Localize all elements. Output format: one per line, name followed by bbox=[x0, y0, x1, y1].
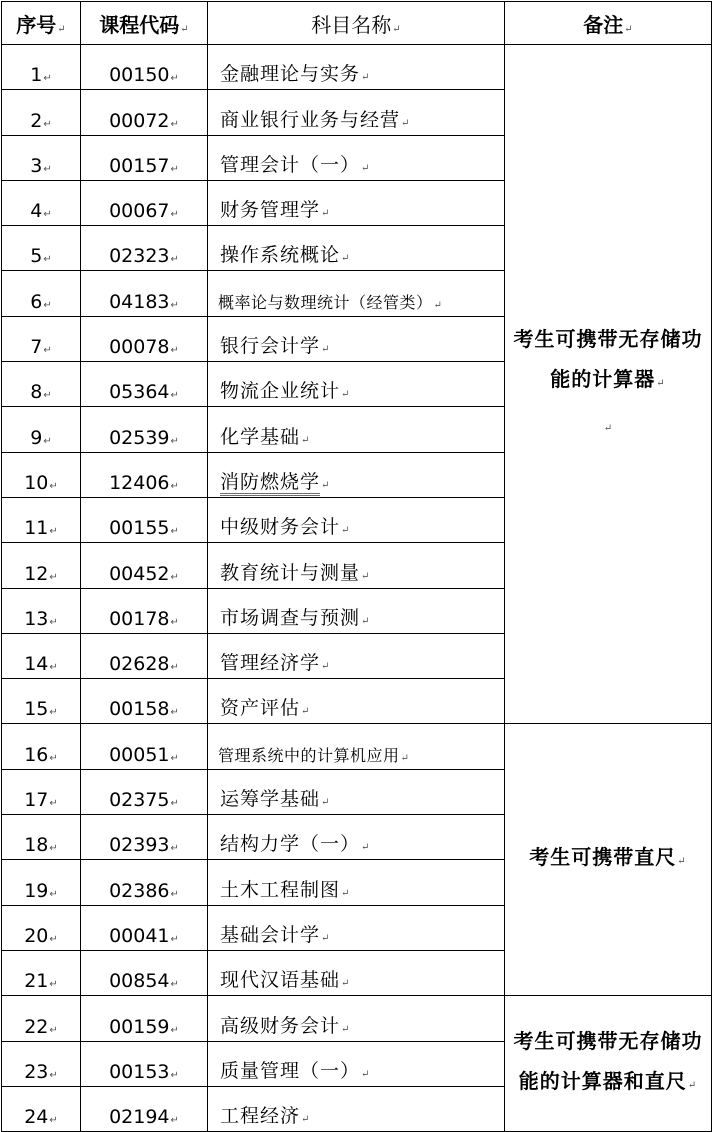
row-name: 消防燃烧学↵ bbox=[208, 452, 505, 497]
row-no: 3↵ bbox=[2, 135, 81, 180]
table-row bbox=[2, 996, 712, 1041]
table-row bbox=[2, 45, 712, 90]
row-code: 00041↵ bbox=[81, 905, 208, 950]
note-group-3: 考生可携带无存储功能的计算器和直尺↵ bbox=[505, 996, 712, 1132]
row-code: 02393↵ bbox=[81, 815, 208, 860]
row-code: 00158↵ bbox=[81, 679, 208, 724]
row-name: 管理经济学↵ bbox=[208, 633, 505, 678]
header-code: 课程代码↵ bbox=[81, 2, 208, 45]
row-code: 00072↵ bbox=[81, 90, 208, 135]
row-name: 质量管理（一）↵ bbox=[208, 1041, 505, 1086]
row-code: 02539↵ bbox=[81, 407, 208, 452]
row-no: 16↵ bbox=[2, 724, 81, 769]
row-name: 中级财务会计↵ bbox=[208, 497, 505, 542]
note-group-2: 考生可携带直尺↵ bbox=[505, 724, 712, 996]
row-name: 运筹学基础↵ bbox=[208, 769, 505, 814]
spellcheck-underline: 消防燃烧学 bbox=[220, 471, 320, 496]
row-no: 1↵ bbox=[2, 45, 81, 90]
row-no: 14↵ bbox=[2, 633, 81, 678]
row-code: 12406↵ bbox=[81, 452, 208, 497]
row-no: 24↵ bbox=[2, 1086, 81, 1131]
row-name: 资产评估↵ bbox=[208, 679, 505, 724]
row-no: 12↵ bbox=[2, 543, 81, 588]
row-name: 操作系统概论↵ bbox=[208, 226, 505, 271]
row-code: 00159↵ bbox=[81, 996, 208, 1041]
row-no: 20↵ bbox=[2, 905, 81, 950]
row-code: 02386↵ bbox=[81, 860, 208, 905]
row-no: 10↵ bbox=[2, 452, 81, 497]
row-no: 23↵ bbox=[2, 1041, 81, 1086]
row-no: 5↵ bbox=[2, 226, 81, 271]
row-code: 00150↵ bbox=[81, 45, 208, 90]
row-name: 金融理论与实务↵ bbox=[208, 45, 505, 90]
row-name: 物流企业统计↵ bbox=[208, 362, 505, 407]
header-note: 备注↵ bbox=[505, 2, 712, 45]
table-header-row bbox=[2, 2, 712, 45]
row-name: 结构力学（一）↵ bbox=[208, 815, 505, 860]
row-name: 管理系统中的计算机应用↵ bbox=[208, 724, 505, 769]
row-name: 商业银行业务与经营↵ bbox=[208, 90, 505, 135]
row-code: 00067↵ bbox=[81, 180, 208, 225]
row-no: 22↵ bbox=[2, 996, 81, 1041]
row-no: 7↵ bbox=[2, 316, 81, 361]
row-name: 高级财务会计↵ bbox=[208, 996, 505, 1041]
row-name: 土木工程制图↵ bbox=[208, 860, 505, 905]
exam-subjects-table bbox=[1, 1, 712, 1132]
row-no: 9↵ bbox=[2, 407, 81, 452]
header-no: 序号↵ bbox=[2, 2, 81, 45]
row-name: 教育统计与测量↵ bbox=[208, 543, 505, 588]
row-name: 概率论与数理统计（经管类）↵ bbox=[208, 271, 505, 316]
row-code: 00078↵ bbox=[81, 316, 208, 361]
row-code: 00452↵ bbox=[81, 543, 208, 588]
row-code: 00178↵ bbox=[81, 588, 208, 633]
table-row bbox=[2, 724, 712, 769]
row-name: 现代汉语基础↵ bbox=[208, 950, 505, 995]
row-no: 8↵ bbox=[2, 362, 81, 407]
row-name: 财务管理学↵ bbox=[208, 180, 505, 225]
row-no: 11↵ bbox=[2, 497, 81, 542]
row-code: 00153↵ bbox=[81, 1041, 208, 1086]
row-name: 基础会计学↵ bbox=[208, 905, 505, 950]
row-code: 00051↵ bbox=[81, 724, 208, 769]
header-name: 科目名称↵ bbox=[208, 2, 505, 45]
row-name: 市场调查与预测↵ bbox=[208, 588, 505, 633]
row-code: 00155↵ bbox=[81, 497, 208, 542]
row-code: 04183↵ bbox=[81, 271, 208, 316]
row-code: 02323↵ bbox=[81, 226, 208, 271]
note-group-1: 考生可携带无存储功能的计算器↵ ↵ bbox=[505, 45, 712, 724]
row-name: 工程经济↵ bbox=[208, 1086, 505, 1131]
row-no: 17↵ bbox=[2, 769, 81, 814]
row-no: 6↵ bbox=[2, 271, 81, 316]
row-no: 4↵ bbox=[2, 180, 81, 225]
row-no: 21↵ bbox=[2, 950, 81, 995]
row-code: 02628↵ bbox=[81, 633, 208, 678]
row-no: 19↵ bbox=[2, 860, 81, 905]
row-code: 00157↵ bbox=[81, 135, 208, 180]
row-code: 05364↵ bbox=[81, 362, 208, 407]
row-name: 管理会计（一）↵ bbox=[208, 135, 505, 180]
row-code: 02375↵ bbox=[81, 769, 208, 814]
row-name: 化学基础↵ bbox=[208, 407, 505, 452]
row-no: 13↵ bbox=[2, 588, 81, 633]
row-no: 15↵ bbox=[2, 679, 81, 724]
row-no: 18↵ bbox=[2, 815, 81, 860]
row-code: 02194↵ bbox=[81, 1086, 208, 1131]
row-name: 银行会计学↵ bbox=[208, 316, 505, 361]
row-code: 00854↵ bbox=[81, 950, 208, 995]
row-no: 2↵ bbox=[2, 90, 81, 135]
